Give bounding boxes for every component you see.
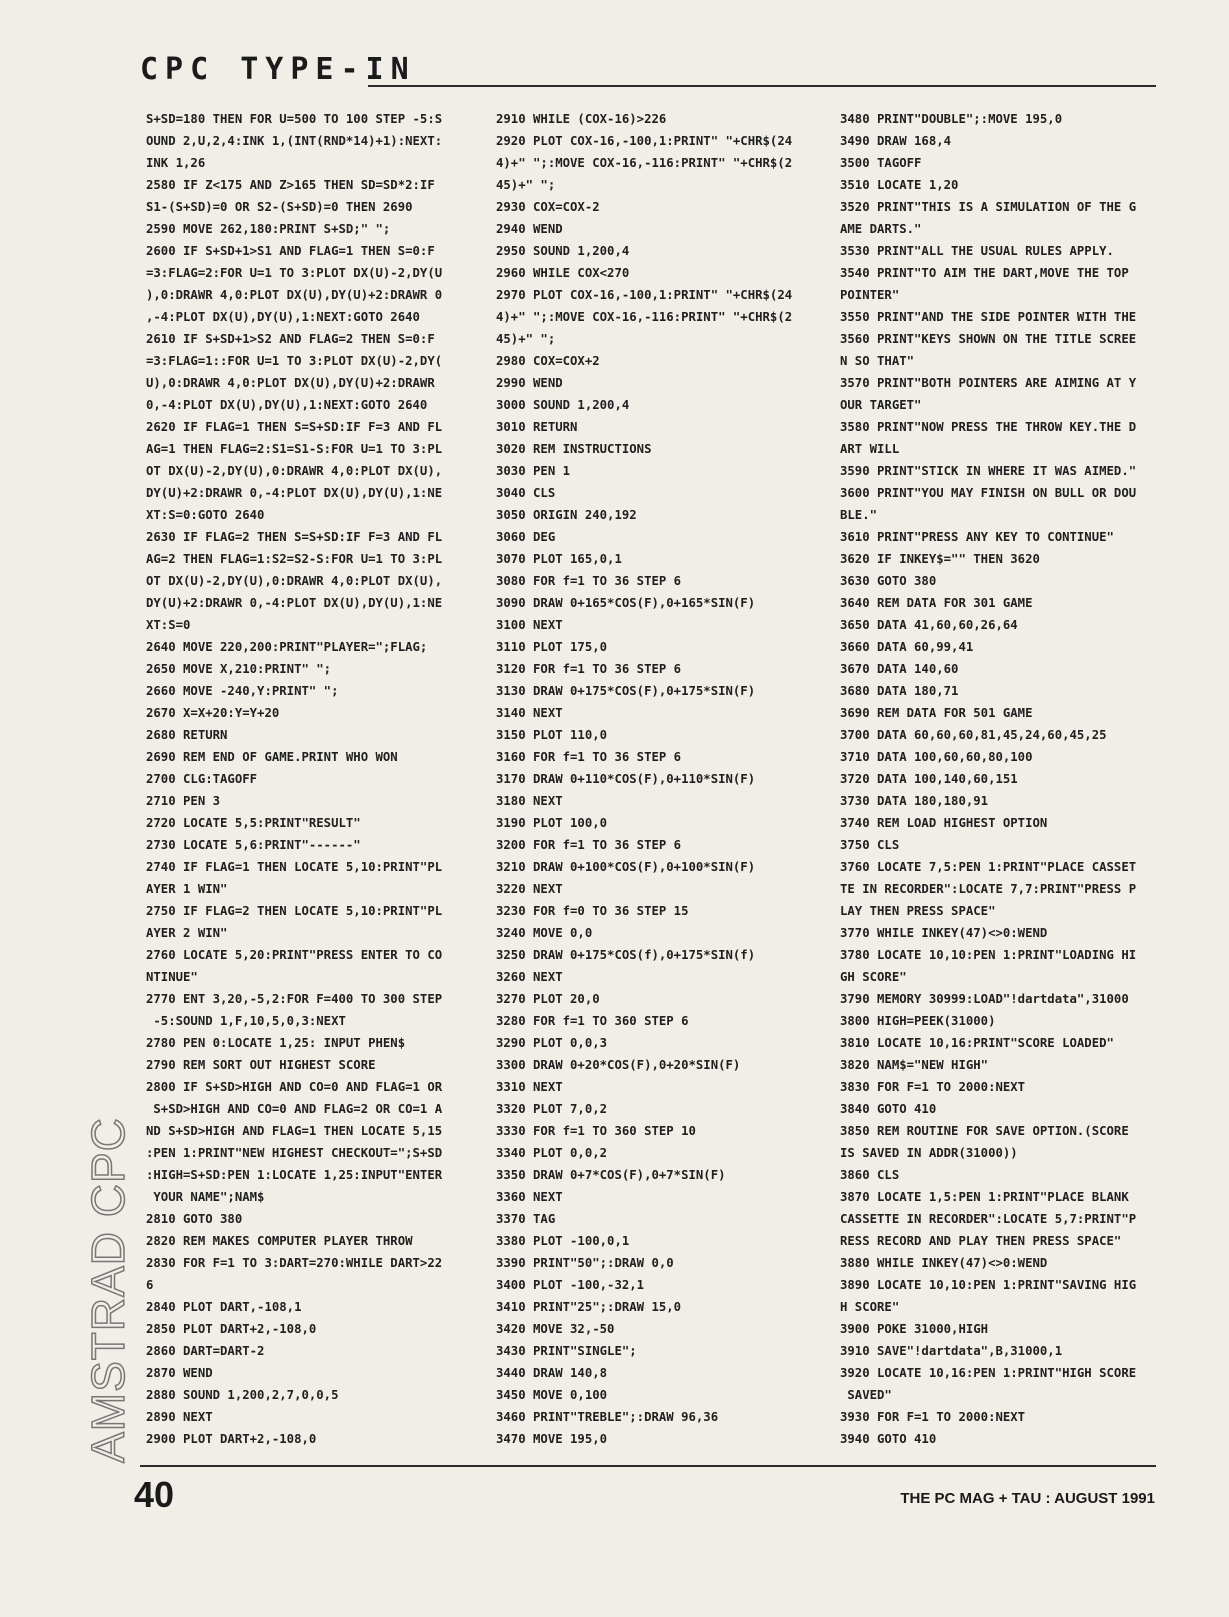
code-line: NTINUE" — [146, 970, 198, 984]
code-line: 3600 PRINT"YOU MAY FINISH ON BULL OR DOU — [840, 486, 1137, 500]
code-line: 2790 REM SORT OUT HIGHEST SCORE — [146, 1058, 376, 1072]
code-line: 2980 COX=COX+2 — [496, 354, 600, 368]
code-line: H SCORE" — [840, 1300, 900, 1314]
footer-rule — [140, 1465, 1156, 1467]
code-line: 2990 WEND — [496, 376, 563, 390]
code-line: 3740 REM LOAD HIGHEST OPTION — [840, 816, 1048, 830]
code-line: 2760 LOCATE 5,20:PRINT"PRESS ENTER TO CO — [146, 948, 443, 962]
section-title: CPC TYPE-IN — [140, 52, 416, 87]
code-line: 3040 CLS — [496, 486, 556, 500]
code-line: 3100 NEXT — [496, 618, 563, 632]
code-line: 3790 MEMORY 30999:LOAD"!dartdata",31000 — [840, 992, 1129, 1006]
side-label: AMSTRAD CPC — [82, 1117, 134, 1463]
code-line: 3120 FOR f=1 TO 36 STEP 6 — [496, 662, 682, 676]
code-line: SAVED" — [840, 1388, 892, 1402]
code-line: 2820 REM MAKES COMPUTER PLAYER THROW — [146, 1234, 413, 1248]
code-line: :HIGH=S+SD:PEN 1:LOCATE 1,25:INPUT"ENTER — [146, 1168, 443, 1182]
code-line: 2630 IF FLAG=2 THEN S=S+SD:IF F=3 AND FL — [146, 530, 443, 544]
code-line: 3590 PRINT"STICK IN WHERE IT WAS AIMED." — [840, 464, 1137, 478]
code-line: 3470 MOVE 195,0 — [496, 1432, 608, 1446]
code-line: 3760 LOCATE 7,5:PEN 1:PRINT"PLACE CASSET — [840, 860, 1137, 874]
code-line: 3210 DRAW 0+100*COS(F),0+100*SIN(F) — [496, 860, 756, 874]
code-line: 3810 LOCATE 10,16:PRINT"SCORE LOADED" — [840, 1036, 1114, 1050]
code-line: 2830 FOR F=1 TO 3:DART=270:WHILE DART>22 — [146, 1256, 443, 1270]
code-line: 3560 PRINT"KEYS SHOWN ON THE TITLE SCREE — [840, 332, 1137, 346]
code-line: ,-4:PLOT DX(U),DY(U),1:NEXT:GOTO 2640 — [146, 310, 420, 324]
code-line: 3840 GOTO 410 — [840, 1102, 937, 1116]
code-line: =3:FLAG=2:FOR U=1 TO 3:PLOT DX(U)-2,DY(U — [146, 266, 443, 280]
code-column-3 — [840, 108, 1160, 1450]
code-line: AG=2 THEN FLAG=1:S2=S2-S:FOR U=1 TO 3:PL — [146, 552, 443, 566]
code-line: 4)+" ";:MOVE COX-16,-116:PRINT" "+CHR$(2 — [496, 156, 793, 170]
code-line: AYER 2 WIN" — [146, 926, 228, 940]
code-line: 3510 LOCATE 1,20 — [840, 178, 959, 192]
code-line: 2910 WHILE (COX-16)>226 — [496, 112, 667, 126]
code-line: 2920 PLOT COX-16,-100,1:PRINT" "+CHR$(24 — [496, 134, 793, 148]
code-line: BLE." — [840, 508, 878, 522]
code-line: 3160 FOR f=1 TO 36 STEP 6 — [496, 750, 682, 764]
code-line: 3700 DATA 60,60,60,81,45,24,60,45,25 — [840, 728, 1107, 742]
code-line: 3220 NEXT — [496, 882, 563, 896]
code-line: 3170 DRAW 0+110*COS(F),0+110*SIN(F) — [496, 772, 756, 786]
code-line: XT:S=0:GOTO 2640 — [146, 508, 265, 522]
code-line: 3640 REM DATA FOR 301 GAME — [840, 596, 1033, 610]
code-line: 2680 RETURN — [146, 728, 228, 742]
code-line: 3860 CLS — [840, 1168, 900, 1182]
code-line: 3910 SAVE"!dartdata",B,31000,1 — [840, 1344, 1063, 1358]
code-line: 3410 PRINT"25";:DRAW 15,0 — [496, 1300, 682, 1314]
code-line: 3730 DATA 180,180,91 — [840, 794, 989, 808]
code-line: 3230 FOR f=0 TO 36 STEP 15 — [496, 904, 689, 918]
code-line: 2860 DART=DART-2 — [146, 1344, 265, 1358]
code-line: 3200 FOR f=1 TO 36 STEP 6 — [496, 838, 682, 852]
page-number: 40 — [134, 1474, 175, 1515]
code-line: 2940 WEND — [496, 222, 563, 236]
code-line: 2880 SOUND 1,200,2,7,0,0,5 — [146, 1388, 339, 1402]
code-line: 2730 LOCATE 5,6:PRINT"------" — [146, 838, 361, 852]
code-line: 3310 NEXT — [496, 1080, 563, 1094]
code-line: 3690 REM DATA FOR 501 GAME — [840, 706, 1033, 720]
code-line: :PEN 1:PRINT"NEW HIGHEST CHECKOUT=";S+SD — [146, 1146, 443, 1160]
code-line: -5:SOUND 1,F,10,5,0,3:NEXT — [146, 1014, 346, 1028]
code-line: 2900 PLOT DART+2,-108,0 — [146, 1432, 317, 1446]
code-line: 3090 DRAW 0+165*COS(F),0+165*SIN(F) — [496, 596, 756, 610]
code-line: 3650 DATA 41,60,60,26,64 — [840, 618, 1018, 632]
code-line: OUND 2,U,2,4:INK 1,(INT(RND*14)+1):NEXT: — [146, 134, 443, 148]
code-line: ART WILL — [840, 442, 900, 456]
code-line: 2740 IF FLAG=1 THEN LOCATE 5,10:PRINT"PL — [146, 860, 443, 874]
code-line: XT:S=0 — [146, 618, 191, 632]
code-line: 3820 NAM$="NEW HIGH" — [840, 1058, 989, 1072]
code-line: 45)+" "; — [496, 332, 556, 346]
code-line: 3140 NEXT — [496, 706, 563, 720]
code-line: DY(U)+2:DRAWR 0,-4:PLOT DX(U),DY(U),1:NE — [146, 596, 443, 610]
code-line: 2870 WEND — [146, 1366, 213, 1380]
code-line: 3570 PRINT"BOTH POINTERS ARE AIMING AT Y — [840, 376, 1137, 390]
code-line: 2710 PEN 3 — [146, 794, 221, 808]
code-line: 3890 LOCATE 10,10:PEN 1:PRINT"SAVING HIG — [840, 1278, 1137, 1292]
code-line: 3320 PLOT 7,0,2 — [496, 1102, 608, 1116]
code-line: 3010 RETURN — [496, 420, 578, 434]
code-line: ND S+SD>HIGH AND FLAG=1 THEN LOCATE 5,15 — [146, 1124, 443, 1138]
code-line: 2640 MOVE 220,200:PRINT"PLAYER=";FLAG; — [146, 640, 428, 654]
code-line: 3850 REM ROUTINE FOR SAVE OPTION.(SCORE — [840, 1124, 1129, 1138]
code-line: OT DX(U)-2,DY(U),0:DRAWR 4,0:PLOT DX(U), — [146, 574, 443, 588]
code-line: 2610 IF S+SD+1>S2 AND FLAG=2 THEN S=0:F — [146, 332, 435, 346]
code-line: 3750 CLS — [840, 838, 900, 852]
code-line: 3540 PRINT"TO AIM THE DART,MOVE THE TOP — [840, 266, 1129, 280]
code-line: 2960 WHILE COX<270 — [496, 266, 630, 280]
code-line: 2770 ENT 3,20,-5,2:FOR F=400 TO 300 STEP — [146, 992, 443, 1006]
header-rule — [368, 85, 1156, 87]
code-line: 3440 DRAW 140,8 — [496, 1366, 608, 1380]
code-line: 3780 LOCATE 10,10:PEN 1:PRINT"LOADING HI — [840, 948, 1137, 962]
code-line: 3500 TAGOFF — [840, 156, 922, 170]
code-line: 3920 LOCATE 10,16:PEN 1:PRINT"HIGH SCORE — [840, 1366, 1137, 1380]
code-line: 2890 NEXT — [146, 1410, 213, 1424]
code-line: 3240 MOVE 0,0 — [496, 926, 593, 940]
code-line: 0,-4:PLOT DX(U),DY(U),1:NEXT:GOTO 2640 — [146, 398, 428, 412]
code-line: 3870 LOCATE 1,5:PEN 1:PRINT"PLACE BLANK — [840, 1190, 1129, 1204]
code-line: 3130 DRAW 0+175*COS(F),0+175*SIN(F) — [496, 684, 756, 698]
code-line: 3630 GOTO 380 — [840, 574, 937, 588]
code-line: DY(U)+2:DRAWR 0,-4:PLOT DX(U),DY(U),1:NE — [146, 486, 443, 500]
publication-line: THE PC MAG + TAU : AUGUST 1991 — [900, 1490, 1155, 1507]
code-line: 3280 FOR f=1 TO 360 STEP 6 — [496, 1014, 689, 1028]
code-line: 3400 PLOT -100,-32,1 — [496, 1278, 645, 1292]
code-line: 3070 PLOT 165,0,1 — [496, 552, 622, 566]
code-line: 2970 PLOT COX-16,-100,1:PRINT" "+CHR$(24 — [496, 288, 793, 302]
code-line: 3030 PEN 1 — [496, 464, 571, 478]
code-line: 3370 TAG — [496, 1212, 556, 1226]
code-line: S+SD=180 THEN FOR U=500 TO 100 STEP -5:S — [146, 112, 443, 126]
code-line: 3660 DATA 60,99,41 — [840, 640, 974, 654]
code-line: 3620 IF INKEY$="" THEN 3620 — [840, 552, 1040, 566]
code-line: 2810 GOTO 380 — [146, 1212, 243, 1226]
code-line: 45)+" "; — [496, 178, 556, 192]
code-line: 3150 PLOT 110,0 — [496, 728, 608, 742]
code-line: 2720 LOCATE 5,5:PRINT"RESULT" — [146, 816, 361, 830]
code-line: 2650 MOVE X,210:PRINT" "; — [146, 662, 332, 676]
code-column-2 — [496, 108, 816, 1450]
code-line: 6 — [146, 1278, 154, 1292]
code-line: 2590 MOVE 262,180:PRINT S+SD;" "; — [146, 222, 391, 236]
code-line: 3680 DATA 180,71 — [840, 684, 959, 698]
code-line: 3350 DRAW 0+7*COS(F),0+7*SIN(F) — [496, 1168, 726, 1182]
code-line: 2660 MOVE -240,Y:PRINT" "; — [146, 684, 339, 698]
code-line: 3720 DATA 100,140,60,151 — [840, 772, 1018, 786]
code-line: 3580 PRINT"NOW PRESS THE THROW KEY.THE D — [840, 420, 1137, 434]
code-line: 3390 PRINT"50";:DRAW 0,0 — [496, 1256, 674, 1270]
code-line: 4)+" ";:MOVE COX-16,-116:PRINT" "+CHR$(2 — [496, 310, 793, 324]
code-line: 3480 PRINT"DOUBLE";:MOVE 195,0 — [840, 112, 1063, 126]
code-line: 3250 DRAW 0+175*COS(f),0+175*SIN(f) — [496, 948, 756, 962]
code-line: 3460 PRINT"TREBLE";:DRAW 96,36 — [496, 1410, 719, 1424]
code-line: 2800 IF S+SD>HIGH AND CO=0 AND FLAG=1 OR — [146, 1080, 443, 1094]
code-line: 3340 PLOT 0,0,2 — [496, 1146, 608, 1160]
code-line: 3830 FOR F=1 TO 2000:NEXT — [840, 1080, 1026, 1094]
code-line: 2690 REM END OF GAME.PRINT WHO WON — [146, 750, 398, 764]
code-line: 3180 NEXT — [496, 794, 563, 808]
code-line: 3610 PRINT"PRESS ANY KEY TO CONTINUE" — [840, 530, 1114, 544]
code-line: 3300 DRAW 0+20*COS(F),0+20*SIN(F) — [496, 1058, 741, 1072]
code-line: 3550 PRINT"AND THE SIDE POINTER WITH THE — [840, 310, 1137, 324]
code-line: GH SCORE" — [840, 970, 907, 984]
code-line: YOUR NAME";NAM$ — [146, 1190, 265, 1204]
code-line: 3710 DATA 100,60,60,80,100 — [840, 750, 1033, 764]
code-line: S1-(S+SD)=0 OR S2-(S+SD)=0 THEN 2690 — [146, 200, 413, 214]
code-line: 2670 X=X+20:Y=Y+20 — [146, 706, 280, 720]
code-line: POINTER" — [840, 288, 900, 302]
code-line: =3:FLAG=1::FOR U=1 TO 3:PLOT DX(U)-2,DY( — [146, 354, 443, 368]
code-line: 3880 WHILE INKEY(47)<>0:WEND — [840, 1256, 1048, 1270]
code-line: IS SAVED IN ADDR(31000)) — [840, 1146, 1018, 1160]
code-line: 3800 HIGH=PEEK(31000) — [840, 1014, 996, 1028]
code-line: ),0:DRAWR 4,0:PLOT DX(U),DY(U)+2:DRAWR 0 — [146, 288, 443, 302]
code-line: 3520 PRINT"THIS IS A SIMULATION OF THE G — [840, 200, 1137, 214]
code-line: 2580 IF Z<175 AND Z>165 THEN SD=SD*2:IF — [146, 178, 435, 192]
code-line: 3290 PLOT 0,0,3 — [496, 1036, 608, 1050]
code-line: 3060 DEG — [496, 530, 556, 544]
code-line: 2600 IF S+SD+1>S1 AND FLAG=1 THEN S=0:F — [146, 244, 435, 258]
code-line: 2950 SOUND 1,200,4 — [496, 244, 630, 258]
code-line: 3380 PLOT -100,0,1 — [496, 1234, 630, 1248]
code-line: 3110 PLOT 175,0 — [496, 640, 608, 654]
code-line: AG=1 THEN FLAG=2:S1=S1-S:FOR U=1 TO 3:PL — [146, 442, 443, 456]
code-line: AYER 1 WIN" — [146, 882, 228, 896]
code-line: 2840 PLOT DART,-108,1 — [146, 1300, 302, 1314]
code-line: 2930 COX=COX-2 — [496, 200, 600, 214]
code-line: 3530 PRINT"ALL THE USUAL RULES APPLY. — [840, 244, 1114, 258]
code-line: 3670 DATA 140,60 — [840, 662, 959, 676]
code-line: 3770 WHILE INKEY(47)<>0:WEND — [840, 926, 1048, 940]
code-line: RESS RECORD AND PLAY THEN PRESS SPACE" — [840, 1234, 1122, 1248]
code-line: 3490 DRAW 168,4 — [840, 134, 952, 148]
code-line: 3360 NEXT — [496, 1190, 563, 1204]
code-line: 3330 FOR f=1 TO 360 STEP 10 — [496, 1124, 696, 1138]
code-line: 3940 GOTO 410 — [840, 1432, 937, 1446]
code-line: 2750 IF FLAG=2 THEN LOCATE 5,10:PRINT"PL — [146, 904, 443, 918]
code-line: 3270 PLOT 20,0 — [496, 992, 600, 1006]
code-line: 3900 POKE 31000,HIGH — [840, 1322, 989, 1336]
code-line: 3450 MOVE 0,100 — [496, 1388, 608, 1402]
code-line: CASSETTE IN RECORDER":LOCATE 5,7:PRINT"P — [840, 1212, 1137, 1226]
code-line: 3930 FOR F=1 TO 2000:NEXT — [840, 1410, 1026, 1424]
code-line: 3190 PLOT 100,0 — [496, 816, 608, 830]
code-column-1 — [146, 108, 468, 1450]
code-line: OUR TARGET" — [840, 398, 922, 412]
code-line: 3080 FOR f=1 TO 36 STEP 6 — [496, 574, 682, 588]
code-line: 2700 CLG:TAGOFF — [146, 772, 258, 786]
code-line: OT DX(U)-2,DY(U),0:DRAWR 4,0:PLOT DX(U), — [146, 464, 443, 478]
code-line: 3050 ORIGIN 240,192 — [496, 508, 637, 522]
code-line: 3430 PRINT"SINGLE"; — [496, 1344, 637, 1358]
code-line: 3000 SOUND 1,200,4 — [496, 398, 630, 412]
code-line: AME DARTS." — [840, 222, 922, 236]
code-line: 3260 NEXT — [496, 970, 563, 984]
code-line: 2620 IF FLAG=1 THEN S=S+SD:IF F=3 AND FL — [146, 420, 443, 434]
code-line: N SO THAT" — [840, 354, 915, 368]
code-line: 2850 PLOT DART+2,-108,0 — [146, 1322, 317, 1336]
code-line: 3420 MOVE 32,-50 — [496, 1322, 615, 1336]
code-line: 3020 REM INSTRUCTIONS — [496, 442, 652, 456]
code-line: TE IN RECORDER":LOCATE 7,7:PRINT"PRESS P — [840, 882, 1137, 896]
code-line: INK 1,26 — [146, 156, 206, 170]
code-line: U),0:DRAWR 4,0:PLOT DX(U),DY(U)+2:DRAWR — [146, 376, 435, 390]
code-line: LAY THEN PRESS SPACE" — [840, 904, 996, 918]
code-line: 2780 PEN 0:LOCATE 1,25: INPUT PHEN$ — [146, 1036, 406, 1050]
code-line: S+SD>HIGH AND CO=0 AND FLAG=2 OR CO=1 A — [146, 1102, 443, 1116]
